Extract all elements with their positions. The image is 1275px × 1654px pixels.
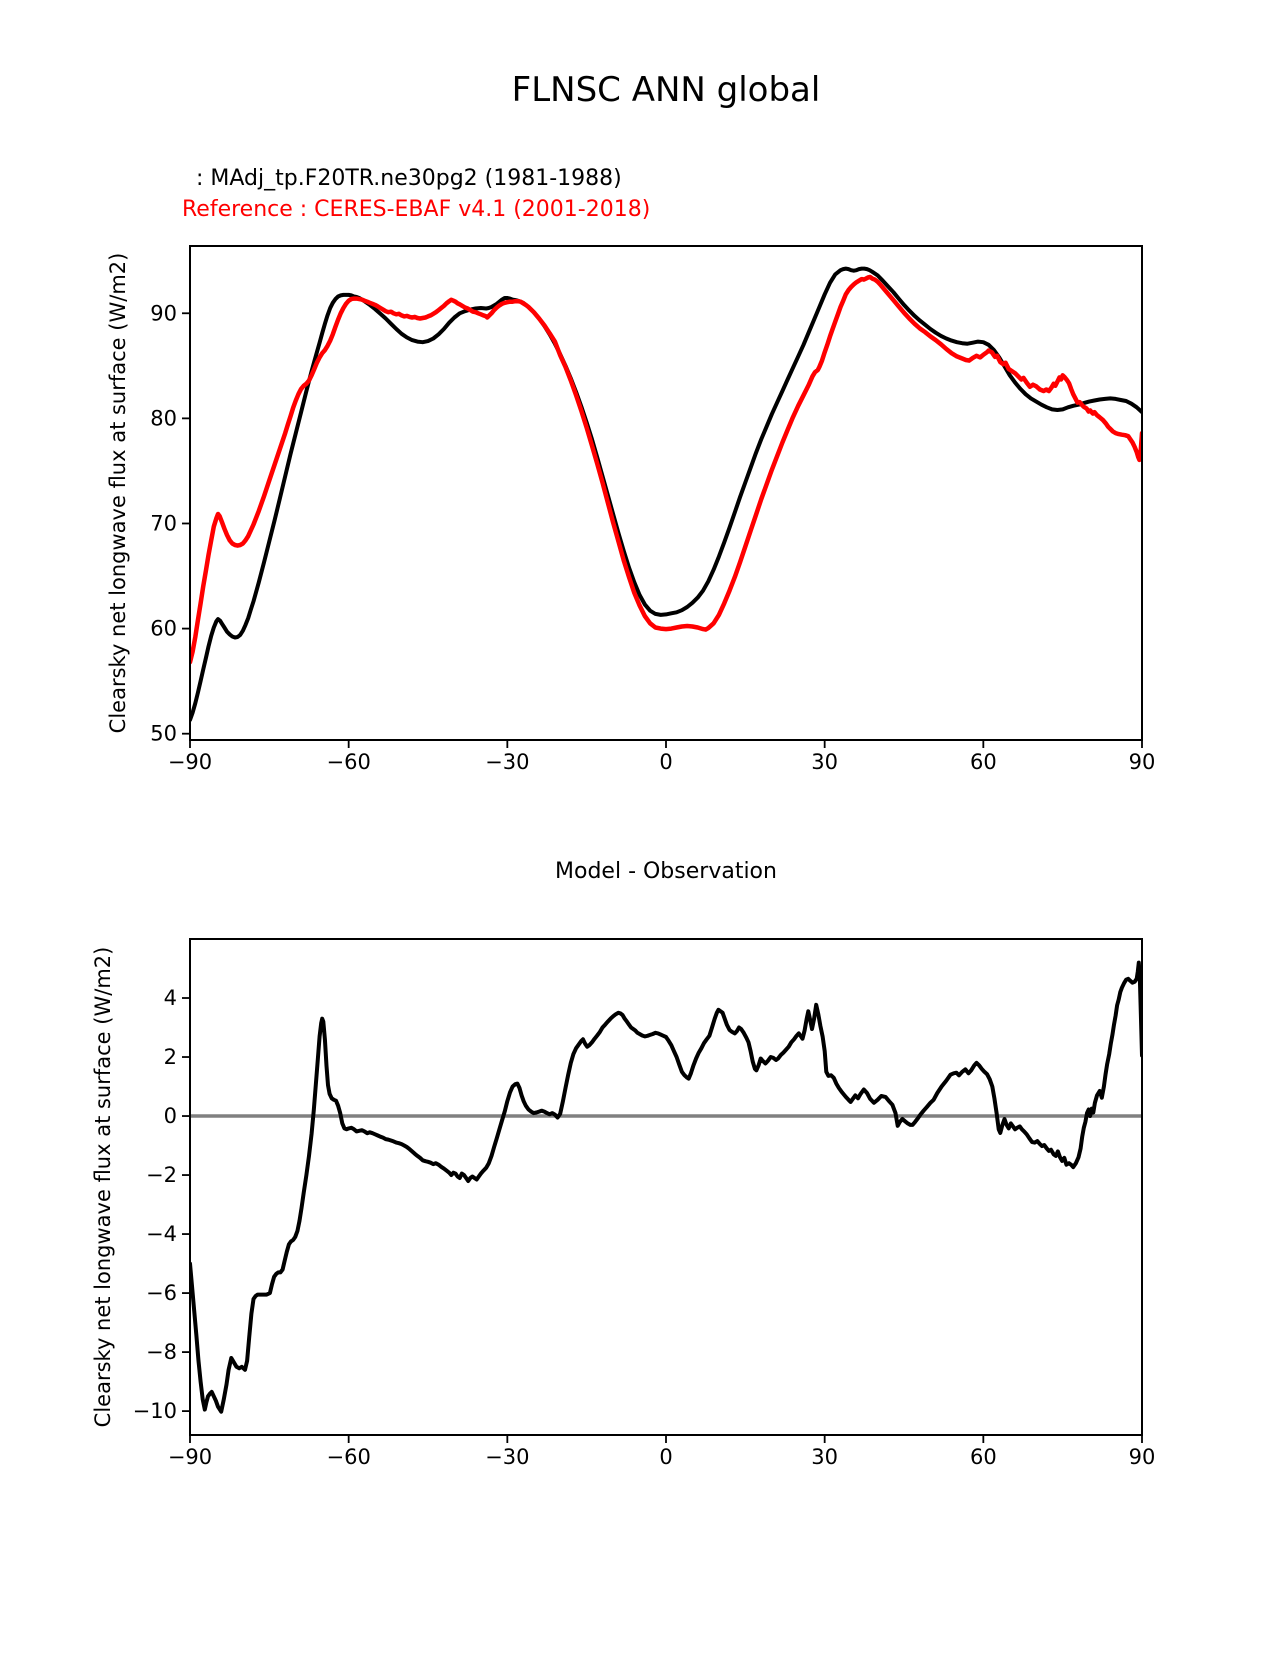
y-tick-label: 70 [150, 511, 177, 536]
difference-line [190, 963, 1142, 1412]
x-tick-label: −30 [485, 1445, 530, 1470]
axes-frame [190, 246, 1142, 740]
y-tick-label: 60 [150, 616, 177, 641]
figure-title: FLNSC ANN global [511, 70, 821, 110]
x-tick-label: 0 [659, 1445, 673, 1470]
y-tick-label: 90 [150, 301, 177, 326]
x-tick-label: −30 [485, 750, 530, 775]
x-tick-label: 90 [1128, 750, 1156, 775]
bottom-plot-ylabel: Clearsky net longwave flux at surface (W/m2) [91, 946, 115, 1428]
x-tick-label: −90 [167, 1445, 213, 1470]
bottom-plot [133, 939, 1156, 1469]
axes-frame [190, 939, 1142, 1435]
x-tick-label: 30 [811, 750, 839, 775]
top-plot [150, 246, 1155, 774]
x-tick-label: 0 [659, 750, 673, 775]
x-tick-label: −60 [326, 750, 371, 775]
x-tick-label: −60 [326, 1445, 371, 1470]
x-tick-label: 90 [1128, 1445, 1156, 1470]
y-tick-label: 0 [163, 1104, 177, 1129]
y-tick-label: −6 [146, 1281, 177, 1306]
x-tick-label: −90 [167, 750, 213, 775]
y-tick-label: 4 [163, 986, 177, 1011]
x-tick-label: 60 [969, 1445, 997, 1470]
y-tick-label: 50 [150, 721, 177, 746]
y-tick-label: −8 [146, 1340, 177, 1365]
y-tick-label: −10 [132, 1399, 177, 1424]
y-tick-label: 80 [150, 406, 177, 431]
y-tick-label: −2 [146, 1163, 177, 1188]
x-tick-label: 60 [969, 750, 997, 775]
x-tick-label: 30 [811, 1445, 839, 1470]
y-tick-label: 2 [163, 1045, 177, 1070]
bottom-plot-title: Model - Observation [555, 859, 777, 884]
y-tick-label: −4 [146, 1222, 177, 1247]
reference-line [190, 277, 1142, 662]
legend-reference-label: Reference : CERES-EBAF v4.1 (2001-2018) [182, 197, 651, 222]
top-plot-ylabel: Clearsky net longwave flux at surface (W/m2) [106, 252, 130, 734]
legend-model-label: : MAdj_tp.F20TR.ne30pg2 (1981-1988) [182, 166, 622, 191]
